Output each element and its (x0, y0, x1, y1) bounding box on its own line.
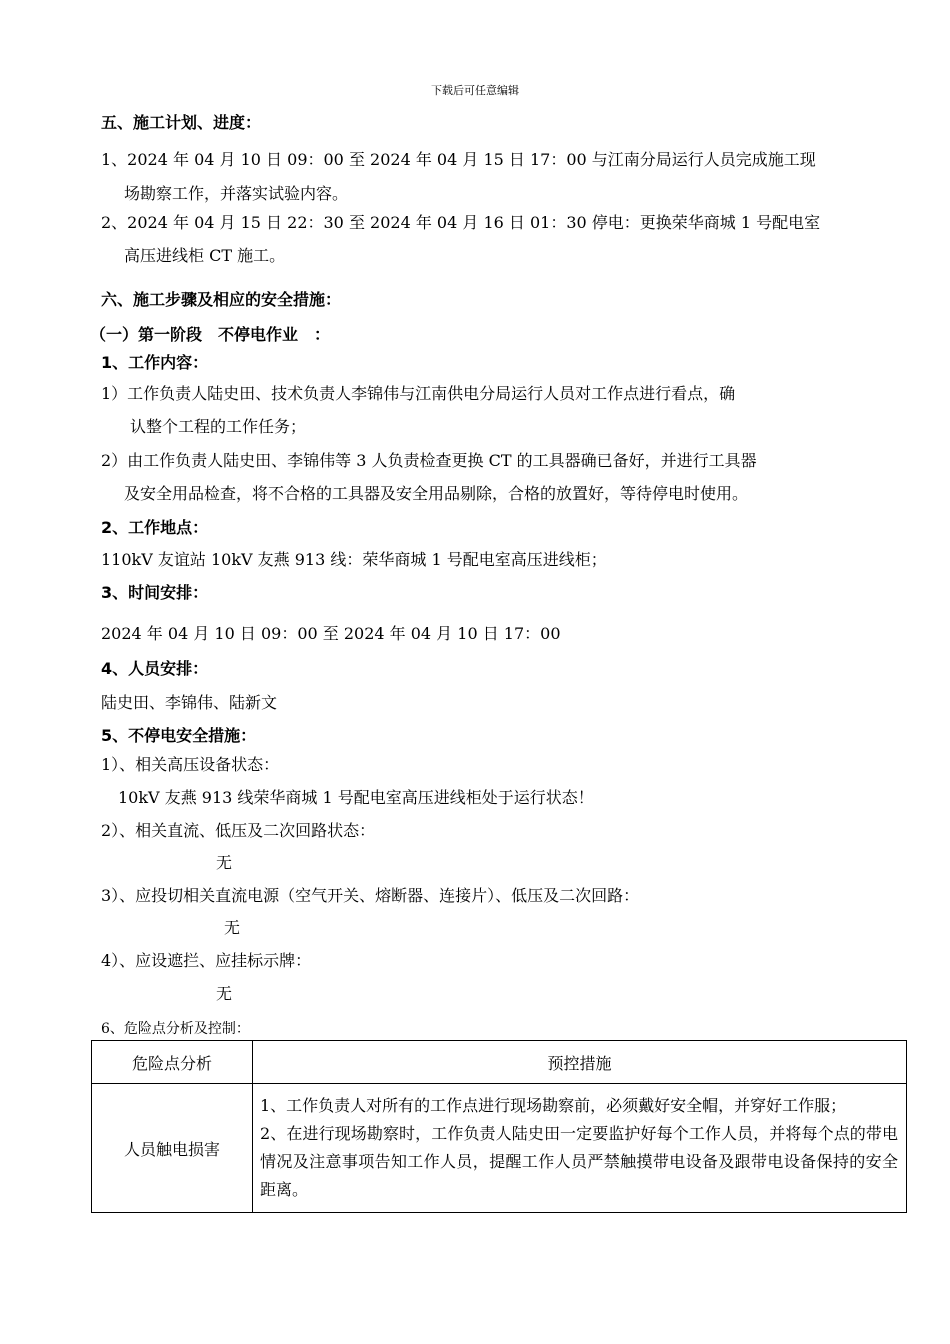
risk-measure-2: 2、在进行现场勘察时，工作负责人陆史田一定要监护好每个工作人员，并将每个点的带电情况及注意事项告知工作人员，提醒工作人员严禁触摸带电设备及跟带电设备保持的安全距离。 (260, 1124, 898, 1199)
risk-col-header-analysis: 危险点分析 (92, 1041, 253, 1084)
safety-4-title: 4）、应设遮拦、应挂标示牌： (101, 951, 312, 970)
safety-2-text: 无 (216, 853, 233, 872)
risk-measure-1: 1、工作负责人对所有的工作点进行现场勘察前，必须戴好安全帽，并穿好工作服； (260, 1096, 847, 1115)
location-title: 2、工作地点： (101, 518, 209, 537)
personnel-text: 陆史田、李锦伟、陆新文 (101, 693, 278, 712)
safety-3-title: 3）、应投切相关直流电源（空气开关、熔断器、连接片）、低压及二次回路： (101, 886, 640, 905)
work-content-title: 1、工作内容： (101, 353, 209, 372)
safety-title: 5、不停电安全措施： (101, 726, 257, 745)
plan-item-2-line2: 高压进线柜 CT 施工。 (124, 246, 286, 265)
risk-title: 6、危险点分析及控制： (101, 1021, 250, 1037)
schedule-text: 2024 年 04 月 10 日 09：00 至 2024 年 04 月 10 日 17：00 (101, 624, 561, 643)
plan-item-1-line1: 1、2024 年 04 月 10 日 09：00 至 2024 年 04 月 15 日 17：00 与江南分局运行人员完成施工现 (101, 150, 816, 169)
section6-title: 六、施工步骤及相应的安全措施： (101, 290, 342, 309)
work-item-2-line1: 2）由工作负责人陆史田、李锦伟等 3 人负责检查更换 CT 的工具器确已备好，并进行工具器 (101, 451, 757, 470)
safety-1-title: 1）、相关高压设备状态： (101, 755, 280, 774)
phase1-heading: （一）第一阶段 不停电作业 ： (90, 325, 331, 344)
safety-4-text: 无 (216, 984, 233, 1003)
safety-1-text: 10kV 友燕 913 线荣华商城 1 号配电室高压进线柜处于运行状态！ (118, 788, 594, 807)
risk-table-header (92, 1041, 907, 1084)
risk-col-header-measures: 预控措施 (253, 1041, 907, 1084)
personnel-title: 4、人员安排： (101, 659, 209, 678)
section5-title: 五、施工计划、进度： (101, 113, 262, 132)
work-item-2-line2: 及安全用品检查，将不合格的工具器及安全用品剔除，合格的放置好，等待停电时使用。 (124, 484, 749, 503)
schedule-title: 3、时间安排： (101, 583, 209, 602)
safety-2-title: 2）、相关直流、低压及二次回路状态： (101, 821, 376, 840)
table-row (92, 1084, 907, 1213)
risk-category: 人员触电损害 (92, 1084, 253, 1213)
plan-item-1-line2: 场勘察工作，并落实试验内容。 (124, 184, 349, 203)
safety-3-text: 无 (224, 918, 241, 937)
work-item-1-line1: 1）工作负责人陆史田、技术负责人李锦伟与江南供电分局运行人员对工作点进行看点，确 (101, 384, 736, 403)
location-text: 110kV 友谊站 10kV 友燕 913 线：荣华商城 1 号配电室高压进线柜； (101, 550, 607, 569)
work-item-1-line2: 认整个工程的工作任务； (130, 417, 307, 436)
risk-measures (253, 1084, 907, 1213)
risk-table (91, 1040, 907, 1213)
header-note: 下载后可任意编辑 (431, 84, 519, 97)
plan-item-2-line1: 2、2024 年 04 月 15 日 22：30 至 2024 年 04 月 16 日 01：30 停电：更换荣华商城 1 号配电室 (101, 213, 821, 232)
